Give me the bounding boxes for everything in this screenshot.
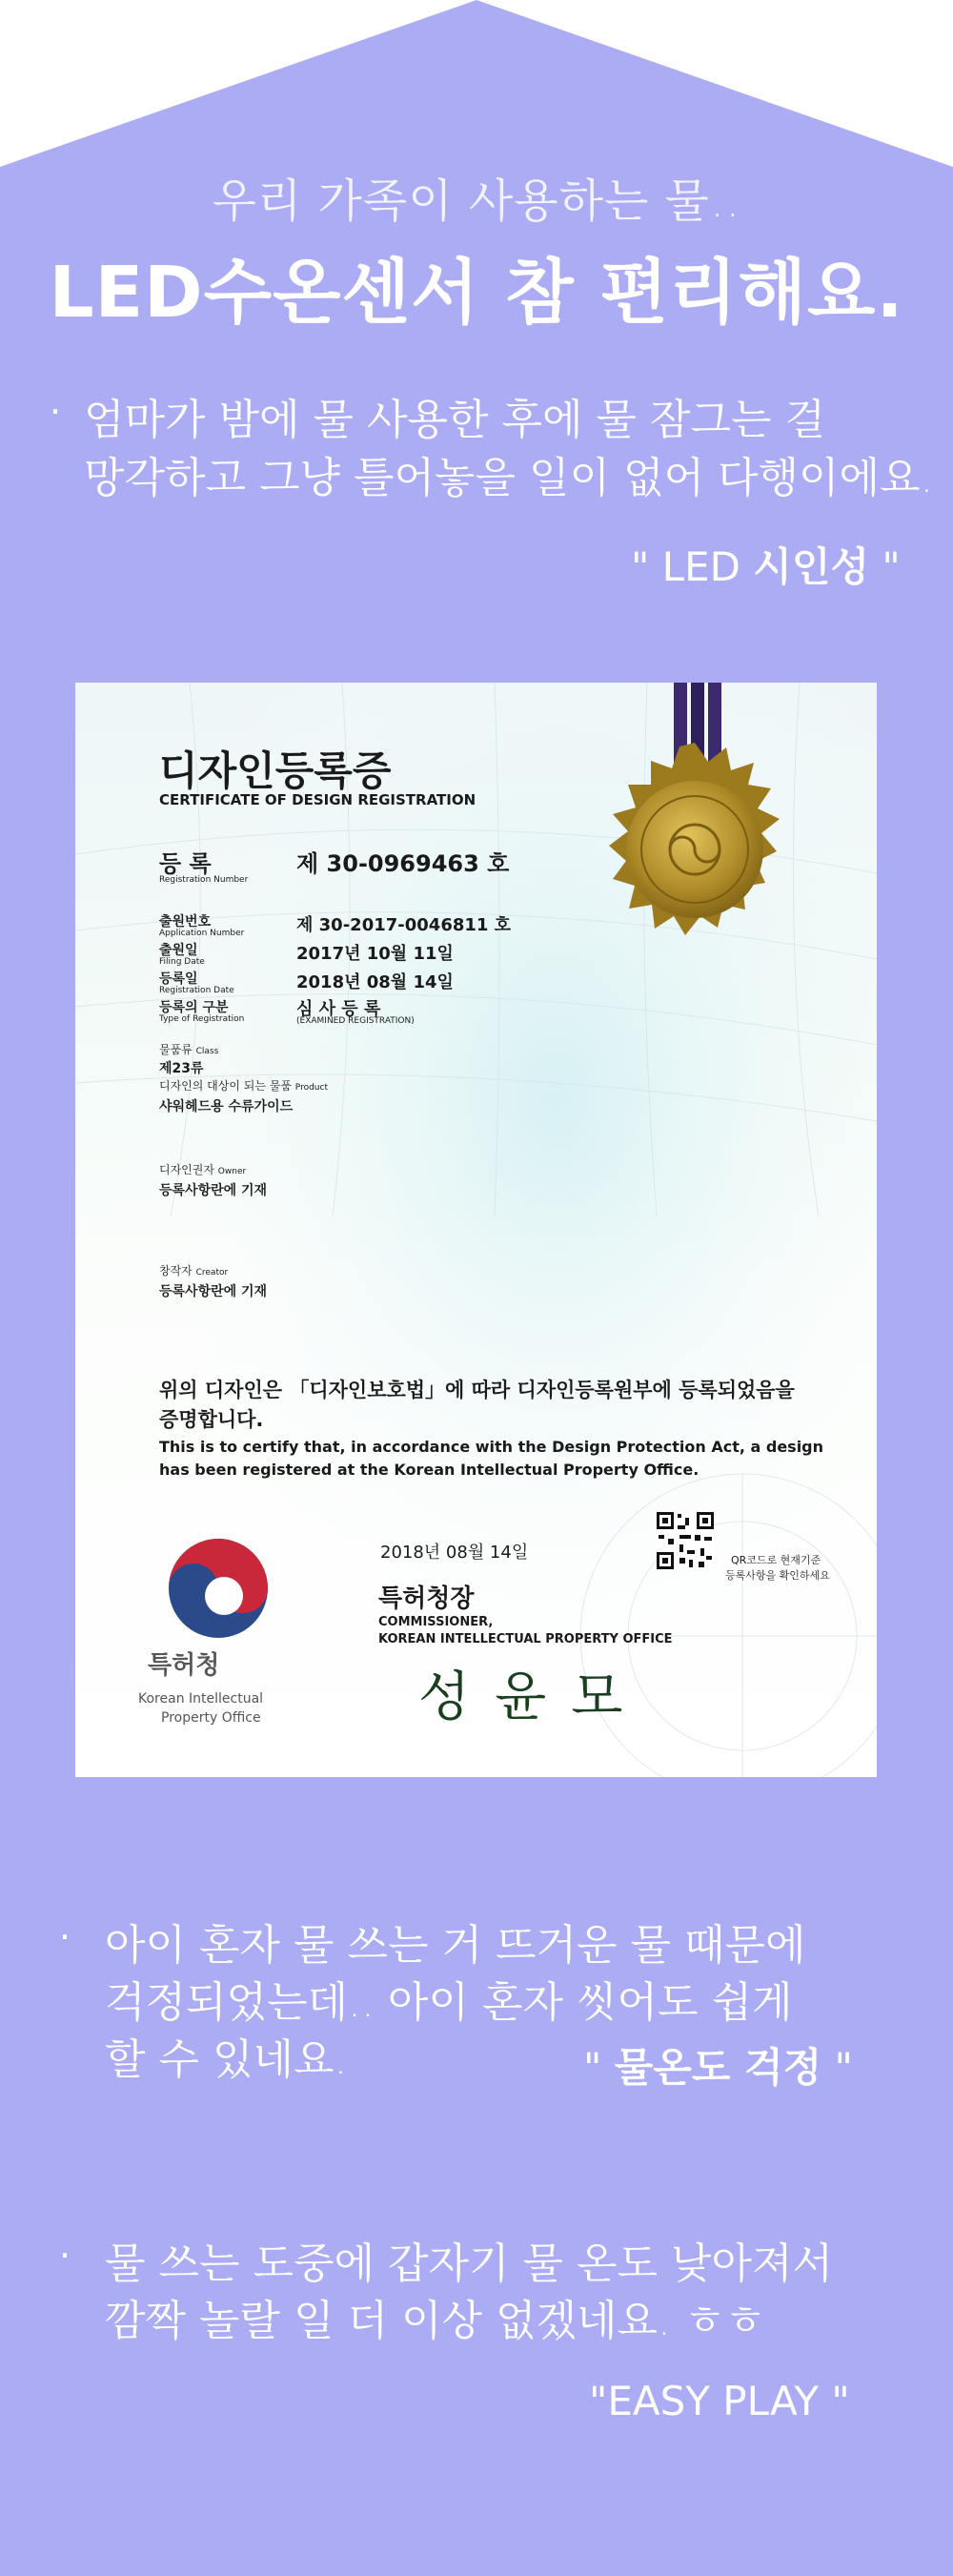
review2-tag [583,2036,853,2094]
type-label-en: Type of Registration [159,1014,245,1024]
bullet-1: · [50,391,62,433]
header-title: LED수온센서 참 편리해요. [49,252,904,334]
commissioner-title-en1: COMMISSIONER, [378,1615,494,1629]
certificate-statement-kr: 위의 디자인은 「디자인보호법」에 따라 디자인등록원부에 등록되었음을 증명합니다. [159,1379,795,1431]
roof-shape [0,0,953,172]
issue-date: 2018년 08월 14일 [380,1543,529,1563]
regdate-label-en: Registration Date [159,986,234,995]
class-label-en: Class [195,1047,219,1056]
review1-tag-prefix: " LED [631,543,754,590]
bullet-3: · [59,2235,71,2277]
owner-label [159,1161,246,1177]
creator-label-kr: 창작자 [159,1264,193,1278]
creator-label-en: Creator [195,1268,229,1278]
certificate-statement-en: This is to certify that, in accordance with the Design Protection Act, a design has been registered at the Korean Intellectual Property Office. [159,1438,824,1479]
certificate-title: 디자인등록증 [159,747,392,794]
app-label: 출원번호 [159,914,212,930]
product-label-en: Product [294,1083,328,1093]
filing-label: 출원일 [159,943,198,958]
type-label: 등록의 구분 [159,1000,229,1015]
product-label-kr: 디자인의 대상이 되는 물품 [159,1079,292,1093]
review2-tag-prefix: " [583,2044,615,2091]
creator-label [159,1262,228,1278]
review2-tag-bold: 물온도 걱정 [614,2044,822,2091]
reg-label-en: Registration Number [159,875,249,885]
class-value: 제23류 [159,1061,204,1076]
header-subtitle: 우리 가족이 사용하는 물.. [212,174,741,228]
regdate-value: 2018년 08월 14일 [296,972,454,992]
app-label-en: Application Number [159,929,245,938]
qr-note-line1: QR코드로 현재기준 [731,1554,821,1566]
filing-value: 2017년 10월 11일 [296,944,454,964]
regdate-label: 등록일 [159,971,198,987]
commissioner-title: 특허청장 [378,1584,475,1613]
creator-value: 등록사항란에 기재 [159,1284,268,1299]
review2-line1: 아이 혼자 물 쓰는 거 뜨거운 물 때문에 [105,1921,806,1970]
commissioner-signature: 성윤모 [418,1666,648,1728]
review2-line3: 할 수 있네요. [105,2035,348,2084]
review1-line1: 엄마가 밤에 물 사용한 후에 물 잠그는 걸 [84,396,825,444]
bullet-2: · [59,1916,71,1958]
app-value: 제 30-2017-0046811 호 [296,915,512,935]
type-value: 심 사 등 록 [296,999,381,1019]
review3-line2: 깜짝 놀랄 일 더 이상 없겠네요. ㅎㅎ [105,2297,765,2345]
review2-tag-suffix: " [821,2044,853,2091]
product-label [159,1077,328,1094]
qr-note-line2: 등록사항을 확인하세요 [725,1569,830,1582]
review1-line2: 망각하고 그냥 틀어놓을 일이 없어 다행이에요. [84,454,934,502]
office-name-en2: Property Office [161,1710,261,1726]
reg-label: 등 록 [159,850,212,877]
review2-line2: 걱정되었는데.. 아이 혼자 씻어도 쉽게 [105,1978,793,2027]
type-value-en: (EXAMINED REGISTRATION) [296,1016,415,1026]
owner-label-en: Owner [217,1167,247,1176]
review1-tag-suffix: " [869,543,901,590]
owner-label-kr: 디자인권자 [159,1163,214,1176]
class-label [159,1041,218,1057]
review1-tag [631,536,901,593]
owner-value: 등록사항란에 기재 [159,1183,268,1198]
review3-tag: "EASY PLAY " [589,2378,850,2424]
product-value: 샤워헤드용 수류가이드 [159,1099,294,1114]
review3-line1: 물 쓰는 도중에 갑자기 물 온도 낮아져서 [105,2239,833,2288]
office-name-kr: 특허청 [148,1651,220,1680]
filing-label-en: Filing Date [159,957,205,967]
certificate-title-en: CERTIFICATE OF DESIGN REGISTRATION [159,791,476,808]
office-name-en1: Korean Intellectual [138,1691,264,1707]
review1-tag-bold: 시인성 [753,543,870,590]
reg-value: 제 30-0969463 호 [296,850,510,877]
commissioner-title-en2: KOREAN INTELLECTUAL PROPERTY OFFICE [378,1632,673,1646]
class-label-kr: 물품류 [159,1043,193,1056]
design-registration-certificate [75,683,877,1777]
